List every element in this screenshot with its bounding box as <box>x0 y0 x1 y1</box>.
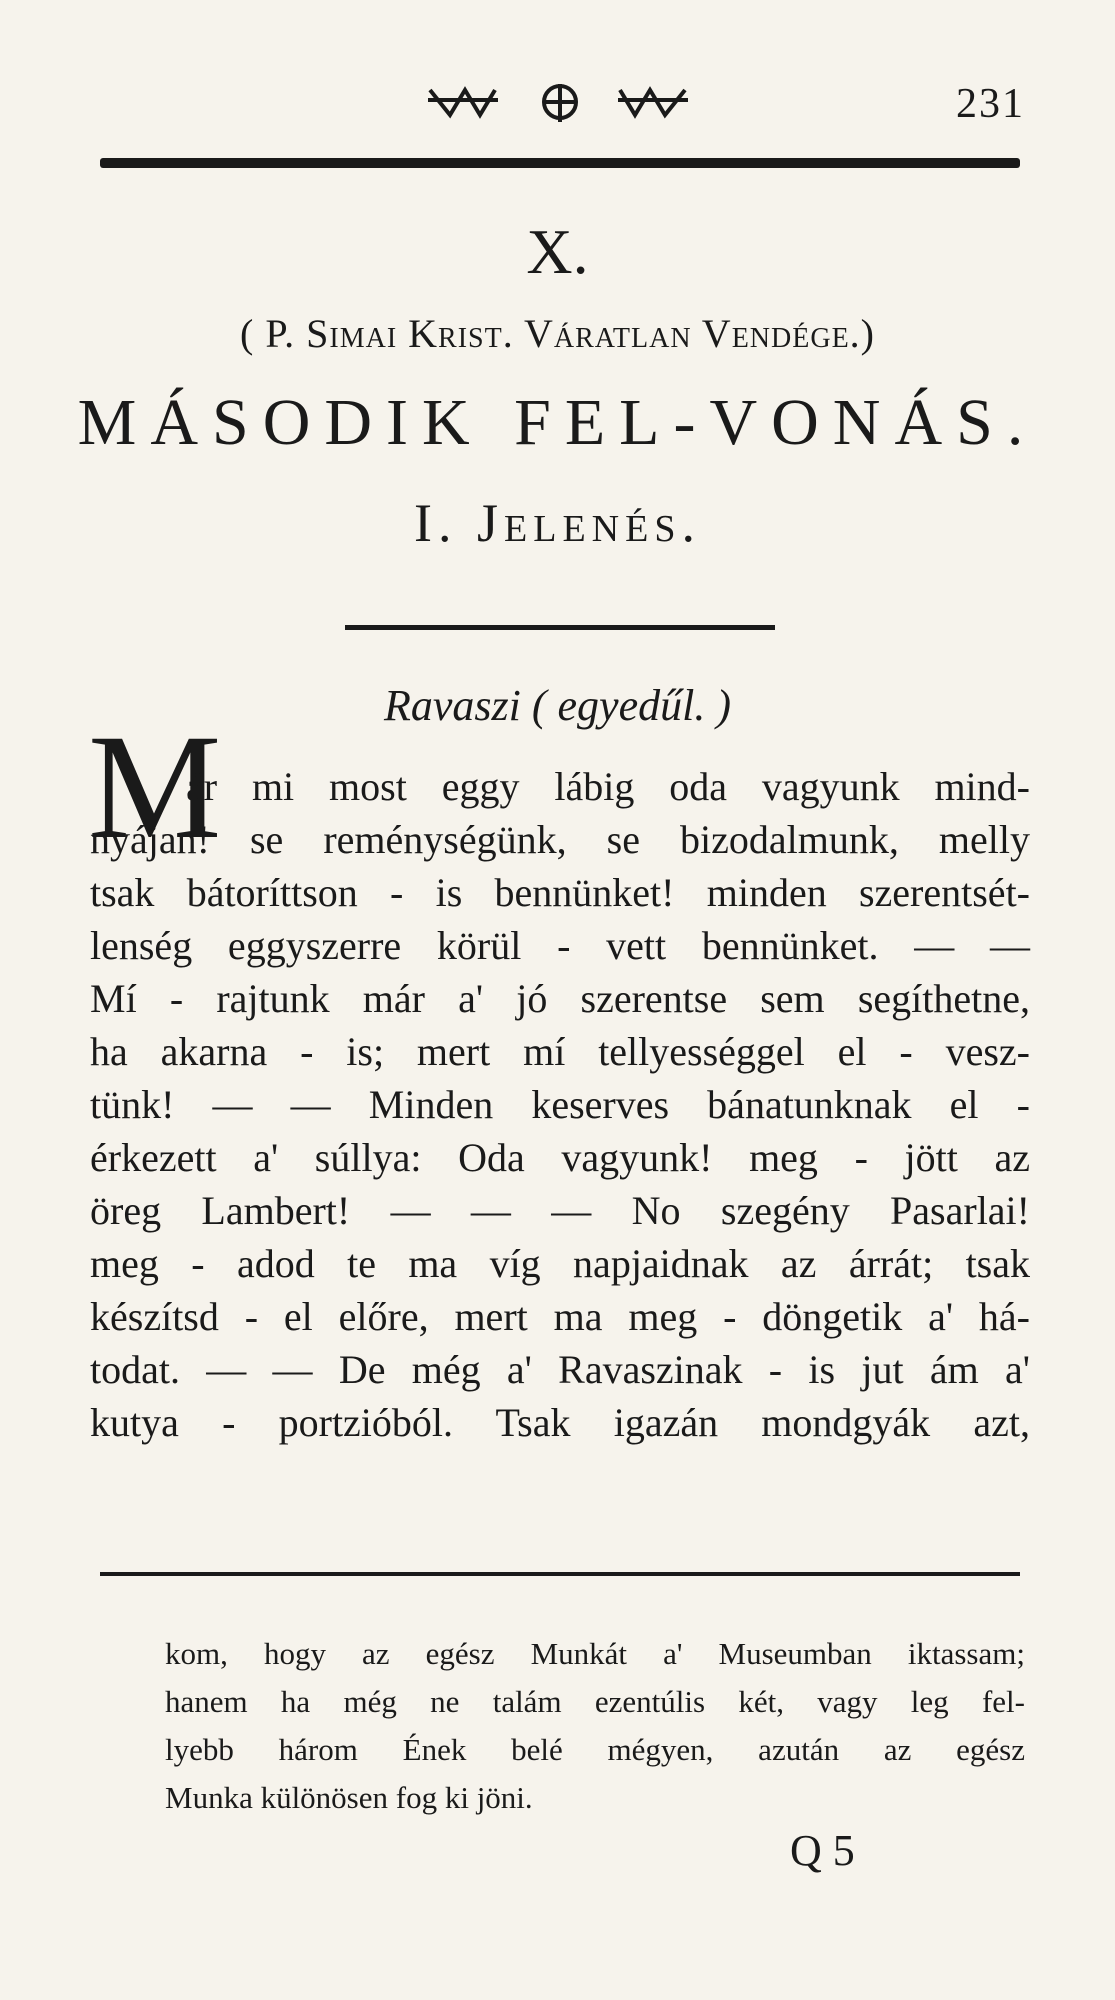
body-line: ha akarna - is; mert mí tellyességgel el - vesz- <box>90 1029 1030 1074</box>
drop-cap: M <box>88 704 222 870</box>
act-title: MÁSODIK FEL-VONÁS. <box>77 386 1038 459</box>
footnote-rule <box>100 1572 1020 1576</box>
section-rule <box>345 625 775 630</box>
scene-title: I. Jelenés. <box>414 493 701 553</box>
body-line: meg - adod te ma víg napjaidnak az árrát; tsak <box>90 1241 1030 1286</box>
footnote-line: lyebb három Ének belé mégyen, azután az egész <box>165 1732 1025 1767</box>
body-line: készítsd - el előre, mert ma meg - döngetik a' há- <box>90 1294 1030 1339</box>
speaker-direction: Ravaszi ( egyedűl. ) <box>384 681 731 730</box>
body-line: érkezett a' súllya: Oda vagyunk! meg - jött az <box>90 1135 1030 1180</box>
body-line: nyájan! se reménységünk, se bizodalmunk, melly <box>90 817 1030 862</box>
signature-mark: Q 5 <box>790 1826 855 1875</box>
body-text <box>90 760 1030 1449</box>
footnote <box>165 1630 1025 1822</box>
footnote-line: Munka különösen fog ki jöni. <box>165 1780 533 1815</box>
footnote-line: hanem ha még ne talám ezentúlis két, vagy leg fel- <box>165 1684 1025 1719</box>
body-line: kutya - portzióból. Tsak igazán mondgyák azt, <box>90 1400 1030 1445</box>
body-line: todat. — — De még a' Ravaszinak - is jut ám a' <box>90 1347 1030 1392</box>
printer-ornament-icon <box>420 70 700 130</box>
body-line: öreg Lambert! — — — No szegény Pasarlai! <box>90 1188 1030 1233</box>
footnote-line: kom, hogy az egész Munkát a' Museumban iktassam; <box>165 1636 1025 1671</box>
page-number: 231 <box>956 81 1025 127</box>
body-line: ár mi most eggy lábig oda vagyunk mind- <box>186 764 1030 809</box>
body-line: tsak bátoríttson - is bennünket! minden szerentsét- <box>90 870 1030 915</box>
body-line: lenség eggyszerre körül - vett bennünket. — — <box>90 923 1030 968</box>
play-subtitle: ( P. Simai Krist. Váratlan Vendége.) <box>240 311 875 356</box>
body-line: tünk! — — Minden keserves bánatunknak el - <box>90 1082 1030 1127</box>
body-line: Mí - rajtunk már a' jó szerentse sem segíthetne, <box>90 976 1030 1021</box>
chapter-numeral: X. <box>526 216 589 287</box>
header-rule <box>100 158 1020 168</box>
